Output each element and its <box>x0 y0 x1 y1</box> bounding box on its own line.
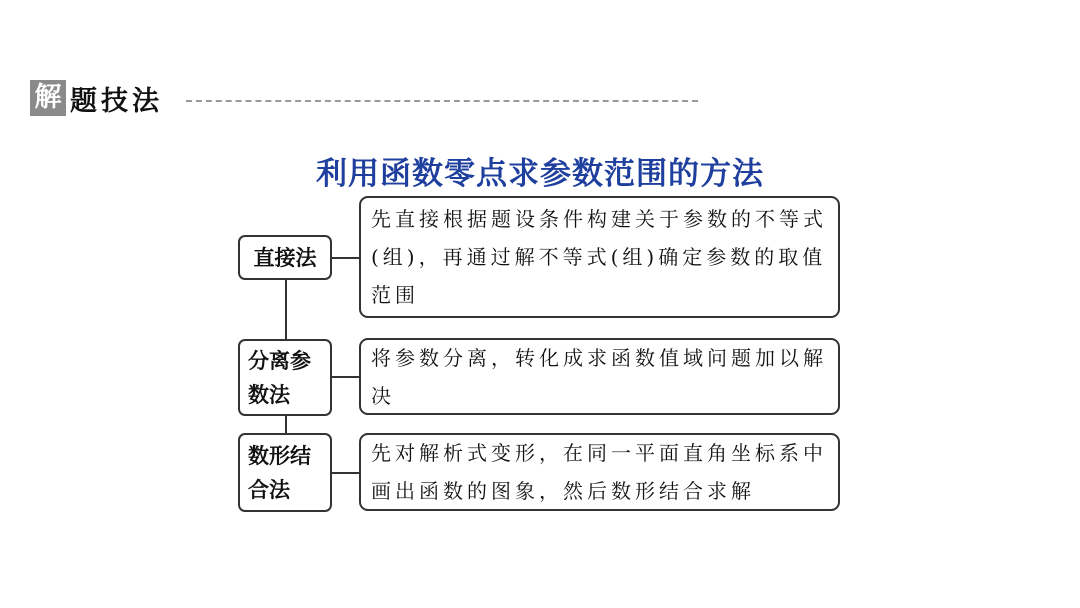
connector-vertical-2 <box>285 415 287 433</box>
header-text: 题技法 <box>70 85 163 117</box>
method-desc-text: 先对解析式变形，在同一平面直角坐标系中画出函数的图象，然后数形结合求解 <box>371 441 827 503</box>
connector-horizontal-2 <box>332 376 359 378</box>
header-highlight-char: 解 <box>30 80 66 116</box>
connector-horizontal-3 <box>332 472 359 474</box>
method-label-text: 直接法 <box>253 245 317 270</box>
method-desc-separate-parameter <box>359 338 840 415</box>
method-desc-text: 先直接根据题设条件构建关于参数的不等式(组)，再通过解不等式(组)确定参数的取值范围 <box>371 207 827 307</box>
diagram-title: 利用函数零点求参数范围的方法 <box>316 156 764 192</box>
connector-vertical-1 <box>285 279 287 341</box>
method-label-text: 数形结合法 <box>248 443 311 502</box>
method-label-direct <box>238 235 332 280</box>
method-desc-direct <box>359 196 840 318</box>
method-desc-graph-combination <box>359 433 840 511</box>
method-label-graph-combination <box>238 433 332 512</box>
method-desc-text: 将参数分离，转化成求函数值域问题加以解决 <box>371 345 827 408</box>
header-dashed-rule <box>186 100 698 102</box>
section-header <box>30 78 163 118</box>
method-label-text: 分离参数法 <box>248 348 311 407</box>
method-label-separate-parameter <box>238 339 332 416</box>
connector-horizontal-1 <box>332 257 359 259</box>
